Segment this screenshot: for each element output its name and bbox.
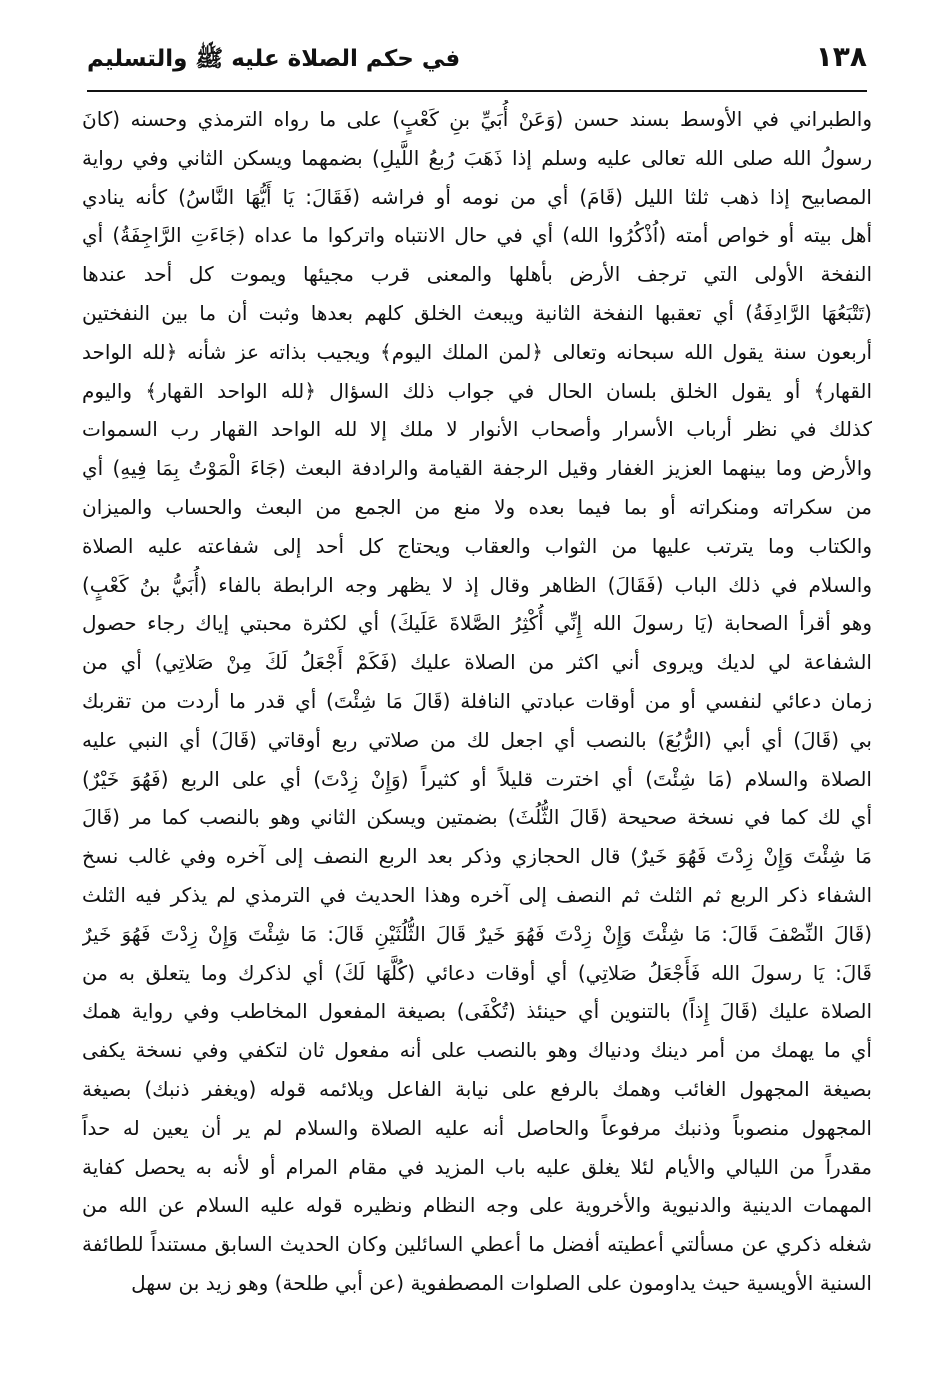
- text-line: والطبراني في الأوسط بسند حسن (وَعَنْ أُبَيِّ بنِ كَعْبٍ) على ما رواه الترمذي وحسنه (كانَ: [82, 107, 872, 131]
- text-line: الشفاعة لي لديك ويروى أني اكثر من الصلاة عليك (فَكَمْ أَجْعَلُ لَكَ مِنْ صَلاتِي) أي من: [82, 650, 872, 675]
- body-text: [82, 100, 872, 1303]
- text-line: مَا شِئْتَ وَإِنْ زِدْتَ فَهُوَ خَيرٌ) قال الحجازي وذكر بعد الربع النصف إلى آخره وفي غالب نسخ: [82, 844, 872, 869]
- text-line: النفخة الأولى التي ترجف الأرض بأهلها والمعنى قرب مجيئها ويموت كل أحد عندها: [82, 262, 872, 287]
- text-line: المصابيح إذا ذهب ثلثا الليل (قَامَ) أي من نومه أو فراشه (فَقَالَ: يَا أَيُّهَا النَّاسُ) كأنه ينادي: [82, 184, 872, 209]
- running-title: في حكم الصلاة عليه ﷺ والتسليم: [87, 46, 461, 72]
- text-line: بي (قَالَ) أي أبي (الرُّبُعَ) بالنصب أي اجعل لك من صلاتي ربع أوقاتي (قَالَ) أي النبي عليه: [82, 727, 872, 752]
- text-line: والأرض وما بينهما العزيز الغفار وقيل الرجفة القيامة والرادفة البعث (جَاءَ الْمَوْتُ بِمَا فِيهِ) أي: [82, 456, 872, 481]
- text-line: (تَتْبَعُهَا الرَّادِفَةُ) أي تعقبها النفخة الثانية ويبعث الخلق كلهم بعدها وثبت أن ما بين النفختين: [82, 300, 872, 325]
- text-line: كذلك في نظر أرباب الأسرار وأصحاب الأنوار لا ملك إلا لله الواحد القهار رب السموات: [82, 417, 872, 442]
- page-number: ١٣٨: [815, 40, 867, 73]
- text-line: أي ما يهمك من أمر دينك ودنياك وهو بالنصب على أنه مفعول ثان لتكفي وفي نسخة يكفى: [82, 1038, 872, 1063]
- text-line: والسلام في ذلك الباب (فَقَالَ) الظاهر وقال إذ لا يظهر وجه الرابطة بالفاء (أُبَيُّ بنُ كَعْبٍ): [82, 572, 872, 597]
- text-line: من سكراته ومنكراته أو بما فيما بعده ولا منع من الجمع من البعث والحساب والميزان: [82, 494, 872, 519]
- page-header: [87, 38, 867, 92]
- text-line: (قَالَ النِّصْفَ قَالَ: مَا شِئْتَ وَإِنْ زِدْتَ فَهُوَ خَيرٌ قَالَ الثُّلُثَيْنِ قَالَ: مَا شِئْتَ وَإِنْ زِدْتَ فَهُوَ خَيرٌ: [82, 921, 872, 946]
- text-line: مقدراً من الليالي والأيام لئلا يغلق عليه باب المزيد في مقام المرام أو لأنه به يحصل كفاية: [82, 1154, 872, 1179]
- text-line: والكتاب وما يترتب عليها من الثواب والعقاب ويحتاج كل أحد إلى شفاعته عليه الصلاة: [82, 533, 872, 558]
- text-line: الشفاء ذكر الربع ثم الثلث ثم النصف إلى آخره وهذا الحديث في الترمذي لم يذكر فيه الثلث: [82, 882, 872, 907]
- text-line: القهار﴾ أو يقول الخلق بلسان الحال في جواب ذلك السؤال ﴿لله الواحد القهار﴾ واليوم: [82, 378, 872, 403]
- text-line: الصلاة والسلام (مَا شِئْتَ) أي اخترت قليلاً أو كثيراً (وَإِنْ زِدْتَ) أي على الربع (فَهُوَ خَيْرٌ): [82, 766, 872, 791]
- text-line: وهو أقرأ الصحابة (يَا رسولَ الله إِنِّي أُكْثِرُ الصَّلاةَ عَلَيكَ) أي لكثرة محبتي إياك رجاء حصول: [82, 611, 872, 636]
- text-line: زمان دعائي لنفسي أو من أوقات عبادتي النافلة (قَالَ مَا شِئْتَ) أي قدر ما أردت من تقربك: [82, 688, 872, 713]
- text-line: المهمات الدينية والدنيوية والأخروية على وجه النظام ونظيره قوله عليه السلام عن الله من: [82, 1193, 872, 1218]
- text-line: بصيغة المجهول الغائب وهمك بالرفع على نيابة الفاعل ويلائمه قوله (ويغفر ذنبك) بصيغة: [82, 1076, 872, 1101]
- text-line: شغله ذكري عن مسألتي أعطيته أفضل ما أعطي السائلين وكان الحديث السابق مستنداً للطائفة: [82, 1232, 872, 1257]
- text-line: رسولُ الله صلى الله تعالى عليه وسلم إذا ذَهَبَ رُبعُ اللَّيلِ) بضمهما ويسكن الثاني وفي رواية: [82, 145, 872, 170]
- text-line: المجهول منصوباً وذنبك مرفوعاً والحاصل أنه عليه الصلاة والسلام لم ير أن يعين له حداً: [82, 1115, 872, 1140]
- text-line: قَالَ: يَا رسولَ الله فَأَجْعَلُ صَلاتِي) أي أوقات دعائي (كُلَّهَا لَكَ) أي لذكرك وما يتعلق به من: [82, 960, 872, 985]
- text-line: أربعون سنة يقول الله سبحانه وتعالى ﴿لمن الملك اليوم﴾ ويجيب بذاته عز شأنه ﴿لله الواحد: [82, 339, 872, 364]
- text-line: أهل بيته أو خواص أمته (اُذْكُرُوا الله) أي في حال الانتباه واتركوا ما عداه (جَاءَتِ الرَّاجِفَةُ) أي: [82, 223, 872, 248]
- text-line: أي لك كما في نسخة صحيحة (قَالَ الثُّلُثَ) بضمتين ويسكن الثاني وهو بالنصب كما مر (قَالَ: [82, 805, 872, 830]
- text-line: الصلاة عليك (قَالَ إِذاً) بالتنوين أي حينئذ (تُكْفَى) بصيغة المفعول المخاطب وفي رواية همك: [82, 999, 872, 1024]
- text-line: السنية الأويسية حيث يداومون على الصلوات المصطفوية (عن أبي طلحة) وهو زيد بن سهل: [131, 1270, 872, 1295]
